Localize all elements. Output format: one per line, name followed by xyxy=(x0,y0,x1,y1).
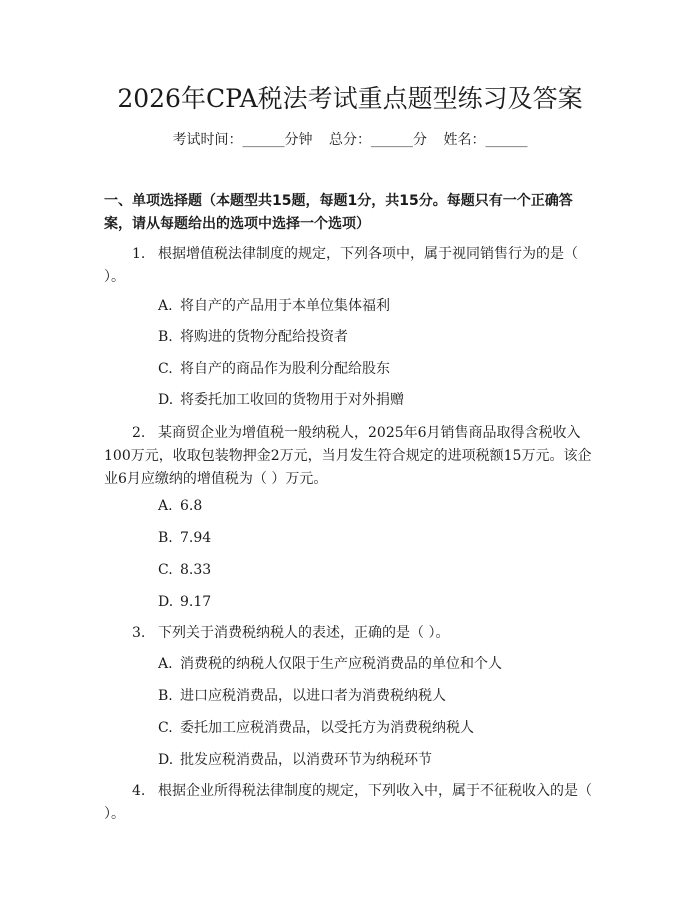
question-text: 根据增值税法律制度的规定，下列各项中，属于视同销售行为的是（ ）。 xyxy=(104,246,578,285)
option-letter: B. xyxy=(158,688,173,704)
exam-time: 考试时间：______分钟 xyxy=(172,132,313,148)
option xyxy=(158,528,600,548)
option xyxy=(158,496,600,516)
option-text: 将自产的产品用于本单位集体福利 xyxy=(180,298,390,314)
question-number: 2. xyxy=(132,425,146,441)
option-text: 将自产的商品作为股利分配给股东 xyxy=(180,361,390,377)
option-letter: D. xyxy=(158,752,174,768)
question-text: 根据企业所得税法律制度的规定，下列收入中，属于不征税收入的是（ ）。 xyxy=(104,783,592,822)
question-number: 1. xyxy=(132,246,146,262)
option xyxy=(158,686,600,706)
option-text: 批发应税消费品，以消费环节为纳税环节 xyxy=(180,752,432,768)
option-letter: B. xyxy=(158,530,173,546)
question-number: 3. xyxy=(132,625,146,641)
option xyxy=(158,390,600,410)
option-letter: A. xyxy=(158,298,173,314)
option xyxy=(158,654,600,674)
question-text: 某商贸企业为增值税一般纳税人，2025年6月销售商品取得含税收入100万元，收取包装物押金2万元，当月发生符合规定的进项税额15万元。该企业6月应缴纳的增值税为（ ）万元。 xyxy=(104,425,592,487)
option xyxy=(158,359,600,379)
exam-meta xyxy=(0,130,700,150)
option xyxy=(158,750,600,770)
option xyxy=(158,296,600,316)
option xyxy=(158,718,600,738)
option-text: 进口应税消费品，以进口者为消费税纳税人 xyxy=(180,688,446,704)
option-letter: B. xyxy=(158,329,173,345)
option-letter: C. xyxy=(158,361,173,377)
page-title: 2026年CPA税法考试重点题型练习及答案 xyxy=(117,84,583,113)
question xyxy=(104,780,600,826)
option-letter: C. xyxy=(158,562,173,578)
option xyxy=(158,592,600,612)
question-number: 4. xyxy=(132,783,146,799)
option-text: 7.94 xyxy=(180,530,212,546)
option-text: 委托加工应税消费品，以受托方为消费税纳税人 xyxy=(180,720,474,736)
option-text: 将购进的货物分配给投资者 xyxy=(180,329,348,345)
option-text: 消费税的纳税人仅限于生产应税消费品的单位和个人 xyxy=(180,656,502,672)
option-letter: C. xyxy=(158,720,173,736)
option xyxy=(158,327,600,347)
option-letter: D. xyxy=(158,392,174,408)
question xyxy=(104,422,600,491)
option-letter: A. xyxy=(158,498,173,514)
exam-score: 总分：______分 xyxy=(329,132,427,148)
option-text: 9.17 xyxy=(180,594,212,610)
question xyxy=(104,243,600,289)
option-text: 6.8 xyxy=(180,498,203,514)
exam-name: 姓名：______ xyxy=(443,132,528,148)
option xyxy=(158,560,600,580)
option-text: 将委托加工收回的货物用于对外捐赠 xyxy=(180,392,404,408)
question-text: 下列关于消费税纳税人的表述，正确的是（ ）。 xyxy=(158,625,450,641)
option-letter: D. xyxy=(158,594,174,610)
question xyxy=(104,622,600,645)
option-letter: A. xyxy=(158,656,173,672)
option-text: 8.33 xyxy=(180,562,212,578)
section-heading: 一、单项选择题（本题型共15题，每题1分，共15分。每题只有一个正确答案，请从每题给出的选项中选择一个选项） xyxy=(104,193,573,232)
